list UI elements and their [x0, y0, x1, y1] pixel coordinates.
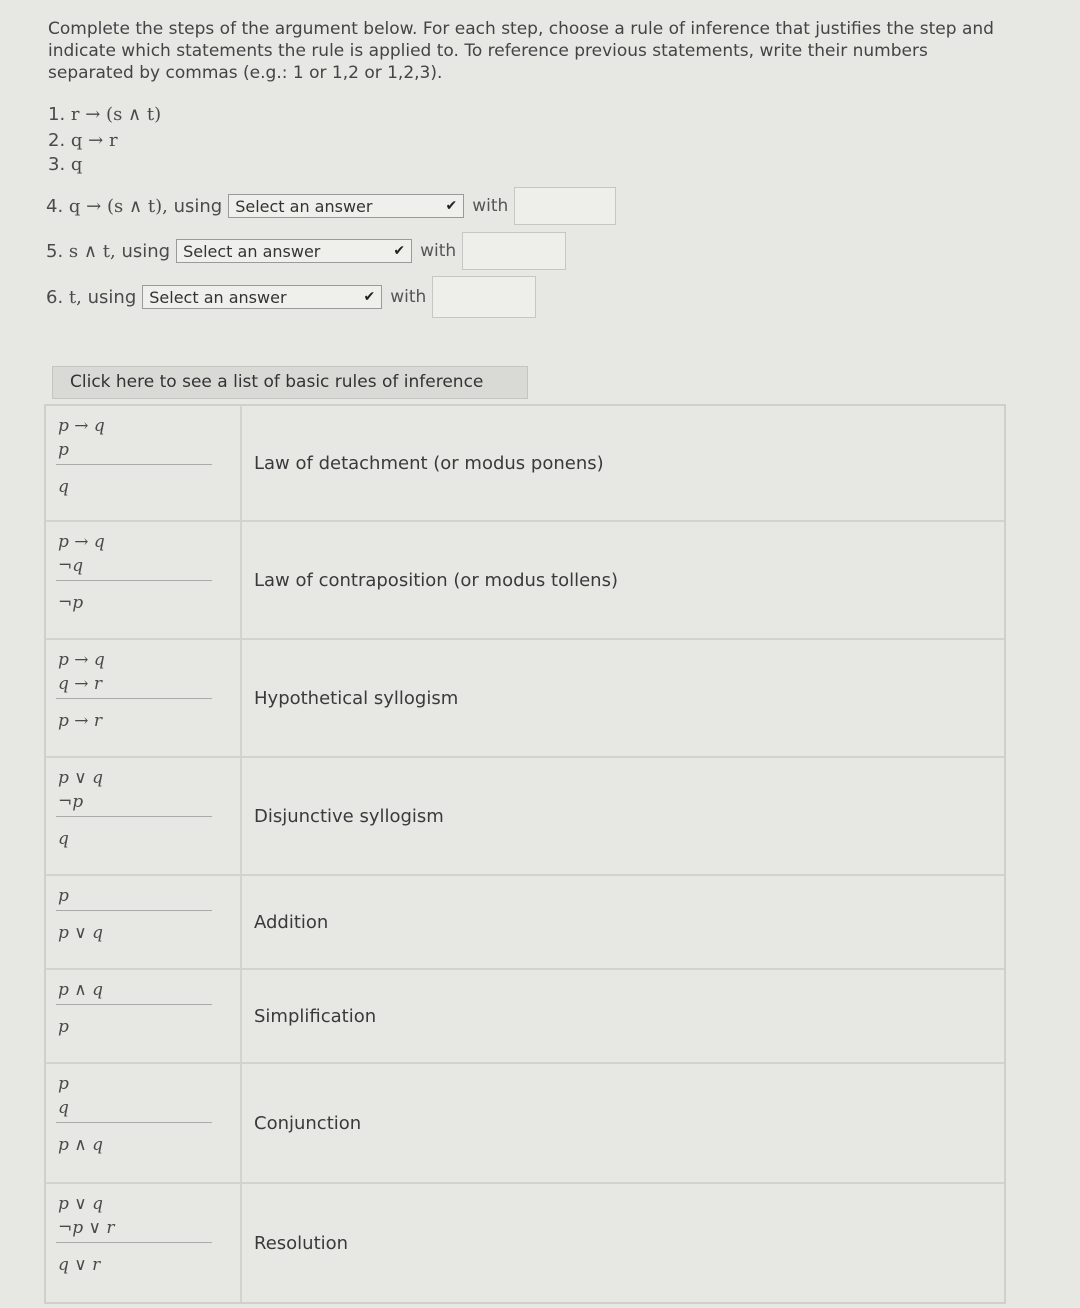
rule-select-step-4[interactable]: [228, 194, 464, 218]
rule-divider: [56, 698, 212, 699]
rules-table: [44, 404, 1006, 1304]
rule-formula: [46, 1064, 242, 1182]
instructions-text: Complete the steps of the argument below. For each step, choose a rule of inference that justifies the step and indicate which statements the rule is applied to. To reference previous statements, write their numbers separated by commas (e.g.: 1 or 1,2 or 1,2,3).: [48, 19, 994, 83]
rule-divider: [56, 1242, 212, 1243]
rule-formula: [46, 1184, 242, 1302]
rule-row: [46, 406, 1004, 522]
rule-premise: p: [58, 886, 69, 906]
rule-formula: [46, 406, 242, 520]
premise-1: [48, 104, 161, 125]
rule-premise: ¬p: [58, 792, 84, 812]
with-label: with: [420, 241, 457, 261]
rule-formula: [46, 522, 242, 638]
rule-premise: p → q: [58, 532, 105, 552]
rule-formula: [46, 970, 242, 1062]
rule-name: Conjunction: [254, 1112, 362, 1134]
rule-name: Simplification: [254, 1005, 377, 1027]
rule-premise: p: [58, 440, 69, 460]
rule-formula: [46, 876, 242, 968]
premise-number: 3.: [48, 154, 66, 175]
rule-divider: [56, 1122, 212, 1123]
rule-select-step-5[interactable]: [176, 239, 412, 263]
rule-conclusion: p: [58, 1017, 69, 1037]
rule-premise: p ∨ q: [58, 1194, 104, 1214]
with-label: with: [472, 196, 509, 216]
chevron-down-icon: ✔: [393, 243, 406, 259]
premise-number: 1.: [48, 104, 66, 125]
premise-number: 2.: [48, 130, 66, 151]
rule-premise: q: [58, 1098, 69, 1118]
rule-conclusion: q: [58, 477, 69, 497]
rule-name: Disjunctive syllogism: [254, 805, 444, 827]
chevron-down-icon: ✔: [445, 198, 458, 214]
statement-input-step-4[interactable]: [514, 187, 616, 225]
select-placeholder: Select an answer: [183, 241, 321, 261]
rule-formula: [46, 640, 242, 756]
using-label: using: [121, 240, 171, 262]
rule-select-step-6[interactable]: [142, 285, 382, 309]
rule-row: [46, 758, 1004, 876]
premise-3: [48, 154, 82, 175]
rule-conclusion: q: [58, 829, 69, 849]
show-rules-button[interactable]: Click here to see a list of basic rules of inference: [52, 366, 528, 399]
rule-conclusion: p → r: [58, 711, 103, 731]
rule-divider: [56, 1004, 212, 1005]
step-number: 6.: [46, 286, 64, 308]
with-label: with: [390, 287, 427, 307]
rule-divider: [56, 580, 212, 581]
step-expression: s ∧ t,: [68, 240, 116, 262]
rule-divider: [56, 464, 212, 465]
rule-premise: p → q: [58, 416, 105, 436]
select-placeholder: Select an answer: [235, 196, 373, 216]
statement-input-step-6[interactable]: [432, 276, 536, 318]
step-4: [46, 187, 616, 225]
rule-row: [46, 1184, 1004, 1302]
rule-name: Resolution: [254, 1232, 349, 1254]
rule-premise: q → r: [58, 674, 103, 694]
premise-2: [48, 130, 118, 151]
rule-conclusion: ¬p: [58, 593, 84, 613]
rule-name: Addition: [254, 911, 329, 933]
rule-name: Hypothetical syllogism: [254, 687, 459, 709]
rule-premise: ¬p ∨ r: [58, 1218, 115, 1238]
step-5: [46, 232, 566, 270]
rule-row: [46, 1064, 1004, 1184]
rule-conclusion: p ∨ q: [58, 923, 104, 943]
rule-name: Law of detachment (or modus ponens): [254, 452, 604, 474]
premise-expression: r → (s ∧ t): [70, 104, 162, 125]
rule-divider: [56, 910, 212, 911]
rule-row: [46, 876, 1004, 970]
step-6: [46, 276, 536, 318]
rule-name: Law of contraposition (or modus tollens): [254, 569, 618, 591]
rule-row: [46, 522, 1004, 640]
rule-premise: p ∨ q: [58, 768, 104, 788]
statement-input-step-5[interactable]: [462, 232, 566, 270]
using-label: using: [87, 286, 137, 308]
step-number: 5.: [46, 240, 64, 262]
chevron-down-icon: ✔: [363, 289, 376, 305]
rule-divider: [56, 816, 212, 817]
rule-conclusion: p ∧ q: [58, 1135, 104, 1155]
rule-premise: p: [58, 1074, 69, 1094]
step-expression: t,: [68, 286, 82, 308]
rule-premise: ¬q: [58, 556, 84, 576]
rule-row: [46, 640, 1004, 758]
select-placeholder: Select an answer: [149, 287, 287, 307]
rule-row: [46, 970, 1004, 1064]
premise-expression: q → r: [70, 130, 118, 151]
step-expression: q → (s ∧ t),: [68, 195, 168, 217]
rule-premise: p ∧ q: [58, 980, 104, 1000]
using-label: using: [173, 195, 223, 217]
premise-expression: q: [70, 154, 83, 175]
rule-conclusion: q ∨ r: [58, 1255, 101, 1275]
rule-formula: [46, 758, 242, 874]
rule-premise: p → q: [58, 650, 105, 670]
step-number: 4.: [46, 195, 64, 217]
